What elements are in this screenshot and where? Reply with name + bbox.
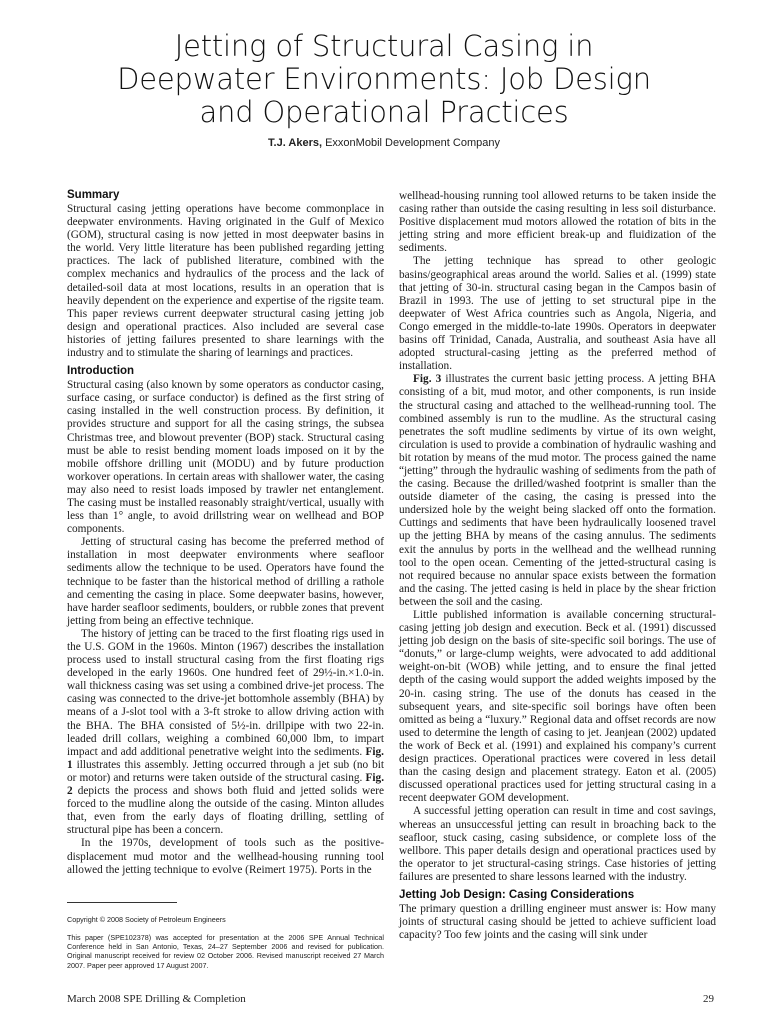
intro-paragraph-history [67,628,384,838]
body-paragraph: The primary question a drilling engineer must answer is: How many joints of structural casing should be jetted to achieve sufficient load capacity? Too few joints and the casing will sink under [399,902,716,942]
introduction-heading: Introduction [67,365,135,378]
summary-paragraph: Structural casing jetting operations have become commonplace in deepwater environments. Having originated in the Gulf of Mexico (GOM), structural casing is now jetted in most deepwater basins in the world. Very little literature has been published regarding jetting practices. The lack of published literature, combined with the complex mechanics and hydraulics of the process and the lack of detailed-soil data at most locations, results in an operation that is heavily dependent on the experience and expertise of the rigsite team. This paper reviews current deepwater structural casing jetting job design and operational practices. Also included are several case histories of jetting failures presented to share learnings with the industry and to stimulate the sharing of learnings and practices. [67,203,384,360]
body-paragraph: A successful jetting operation can result in time and cost savings, whereas an unsuccessful jetting can result in broaching back to the seafloor, stuck casing, casing subsidence, or complete loss of the wellbore. This paper details design and operational practices used by the operator to jet structural-casing strings. Case histories of jetting failures are presented to share lessons learned with the industry. [399,805,716,883]
title-line: Deepwater Environments: Job Design [117,62,651,96]
body-paragraph-literature [399,609,716,805]
body-paragraph-fig3 [399,373,716,609]
section-heading-casing: Jetting Job Design: Casing Considerations [399,888,635,901]
body-paragraph: The jetting technique has spread to other geologic basins/geographical areas around the world. Salies et al. (1999) state that jetting of 30-in. structural casing began in the Campos basin of Brazil in 1993. The use of jetting to set structural pipe in the deepwater of West Africa countries such as Angola, Nigeria, and Congo emerged in the middle-to-late 1990s. Operators in deepwater basins off Trinidad, Canada, Australia, and southeast Asia have all adopted structural-casing jetting as the preferred method of installation. [399,255,716,373]
footnote-divider [67,902,177,903]
title-line: Jetting of Structural Casing in [174,29,594,63]
text-run: illustrates this assembly. Jetting occurred through a jet sub (no bit or motor) and returns were taken outside of the structural casing. [67,758,384,784]
journal-footer: March 2008 SPE Drilling & Completion [67,993,246,1005]
text-run: Little published information is available concerning structural-casing jetting job design and execution. Beck et al. (1991) discussed jetting job design on the basis of site-specific soil borings. The use of “donuts,” or large-clump weights, were advocated to add additional weight-on-bit (WOB) while jetting, and to ensure the final jetted depth of the casing would support the added weights imposed by the 20-in. casing string. The use of the donuts has ceased in the subsequent years, and site-specific soil borings have often been omitted as being a “luxury.” Regional data and offset records are now used to determine the length of casing to jet. Jeanjean (2002) updated the work of Beck et al. (1991) and explained his company’s current design practices. Operational practices were covered in less detail than the casing design and placement strategy. Eaton et al. (2005) discussed operational practices used for jetting structural casing in a recent deepwater GOM development. [399,609,716,805]
figure-reference[interactable]: Fig. 3 [413,373,442,386]
paper-history-note: This paper (SPE102378) was accepted for presentation at the 2006 SPE Annual Technical Conference held in San Antonio, Texas, 24–27 September 2006 and revised for publication. Original manuscript received for review 02 October 2006. Revised manuscript received 27 March 2007. Paper peer approved 17 August 2007. [67,933,384,970]
intro-paragraph: Jetting of structural casing has become the preferred method of installation in most deepwater environments where seafloor sediments allow the technique to be used. Operators have found the technique to be faster than the historical method of drilling a rathole and cementing the casing in place. Some deepwater basins, however, have harder seafloor sediments, boulders, or rubble zones that prevent jetting from being an effective technique. [67,536,384,627]
author-affiliation: ExxonMobil Development Company [325,137,500,149]
copyright-notice: Copyright © 2008 Society of Petroleum Engineers [67,915,226,924]
page-number: 29 [703,993,714,1005]
text-run: depicts the process and shows both fluid and jetted solids were forced to the mudline along the outside of the casing. Minton alludes that, even from the early days of floating drilling, settling of structural pipe has been a concern. [67,785,384,837]
figure-reference[interactable]: Fig. 2 [67,771,385,798]
figure-reference[interactable]: Fig. 1 [67,745,384,771]
intro-paragraph: Structural casing (also known by some operators as conductor casing, surface casing, or surface conductor) is defined as the first string of casing installed in the well construction process. By definition, it provides structure and support for all the casing strings, the subsea Christmas tree, and blowout preventer (BOP) stack. Structural casing must be able to resist bending moment loads imposed on it by the mobile offshore drilling unit (MODU) and by future production workover operations. In certain areas with shallower water, the casing may also need to resist loads imposed by trawler net entanglement. The casing must be installed reasonably straight/vertical, usually with less than 1° angle, to avoid drillstring wear on wellhead and BOP components. [67,379,384,536]
text-run: The history of jetting can be traced to the first floating rigs used in the U.S. GOM in the 1960s. Minton (1967) describes the installation process used to install structural casing from the first floating rigs developed in the early 1960s. One hundred feet of 29½-in.×1.0-in. wall thickness casing was set using a combined drive-jet process. The casing was connected to the drive-jet bottomhole assembly (BHA) by means of a J-slot tool with a 3-ft stroke to allow driving action with the BHA. The BHA consisted of 5½-in. drillpipe with two 22-in. leaded drill collars, weighing a combined 60,000 lbm, to impart impact and add additional penetrative weight into the sediments. [67,627,384,758]
paper-title [60,30,708,129]
body-paragraph: wellhead-housing running tool allowed returns to be taken inside the casing rather than outside the casing resulting in less soil disturbance. Positive displacement mud motors allowed the rotation of bits in the jetting string and more efficient break-up and fluidization of the sediments. [399,190,716,255]
title-line: and Operational Practices [199,95,569,129]
author-line [0,137,768,149]
summary-heading: Summary [67,189,120,201]
right-column [399,190,716,942]
text-run: illustrates the current basic jetting process. A jetting BHA consisting of a bit, mud motor, and other components, is run inside the structural casing and attached to the wellhead-running tool. The combined assembly is run to the mudline. As the structural casing penetrates the soft mudline sediments by virtue of its own weight, circulation is used to provide a combination of hydraulic washing and bit rotation by means of the mud motor. The process gained the name “jetting” through the hydraulic washing of sediments from the path of the casing. Because the drilled/washed footprint is smaller than the outside diameter of the casing, the casing is pressed into the undersized hole by the weight being slacked off onto the formation. Cuttings and sediments that have been hydraulically loosened travel up the jetting BHA by means of the casing annulus. The sediments exit the annulus by ports in the wellhead and the wellhead running tool to the open ocean. Cementing of the jetted-structural casing is not required because no annular space exists between the formation and the casing. The jetted casing is held in place by the shear friction between the soil and the casing. [399,373,716,608]
author-name: T.J. Akers, [268,137,323,149]
intro-paragraph: In the 1970s, development of tools such as the positive-displacement mud motor and the wellhead-housing running tool allowed the jetting technique to evolve (Reimert 1975). Ports in the [67,837,384,876]
left-column [67,188,384,877]
